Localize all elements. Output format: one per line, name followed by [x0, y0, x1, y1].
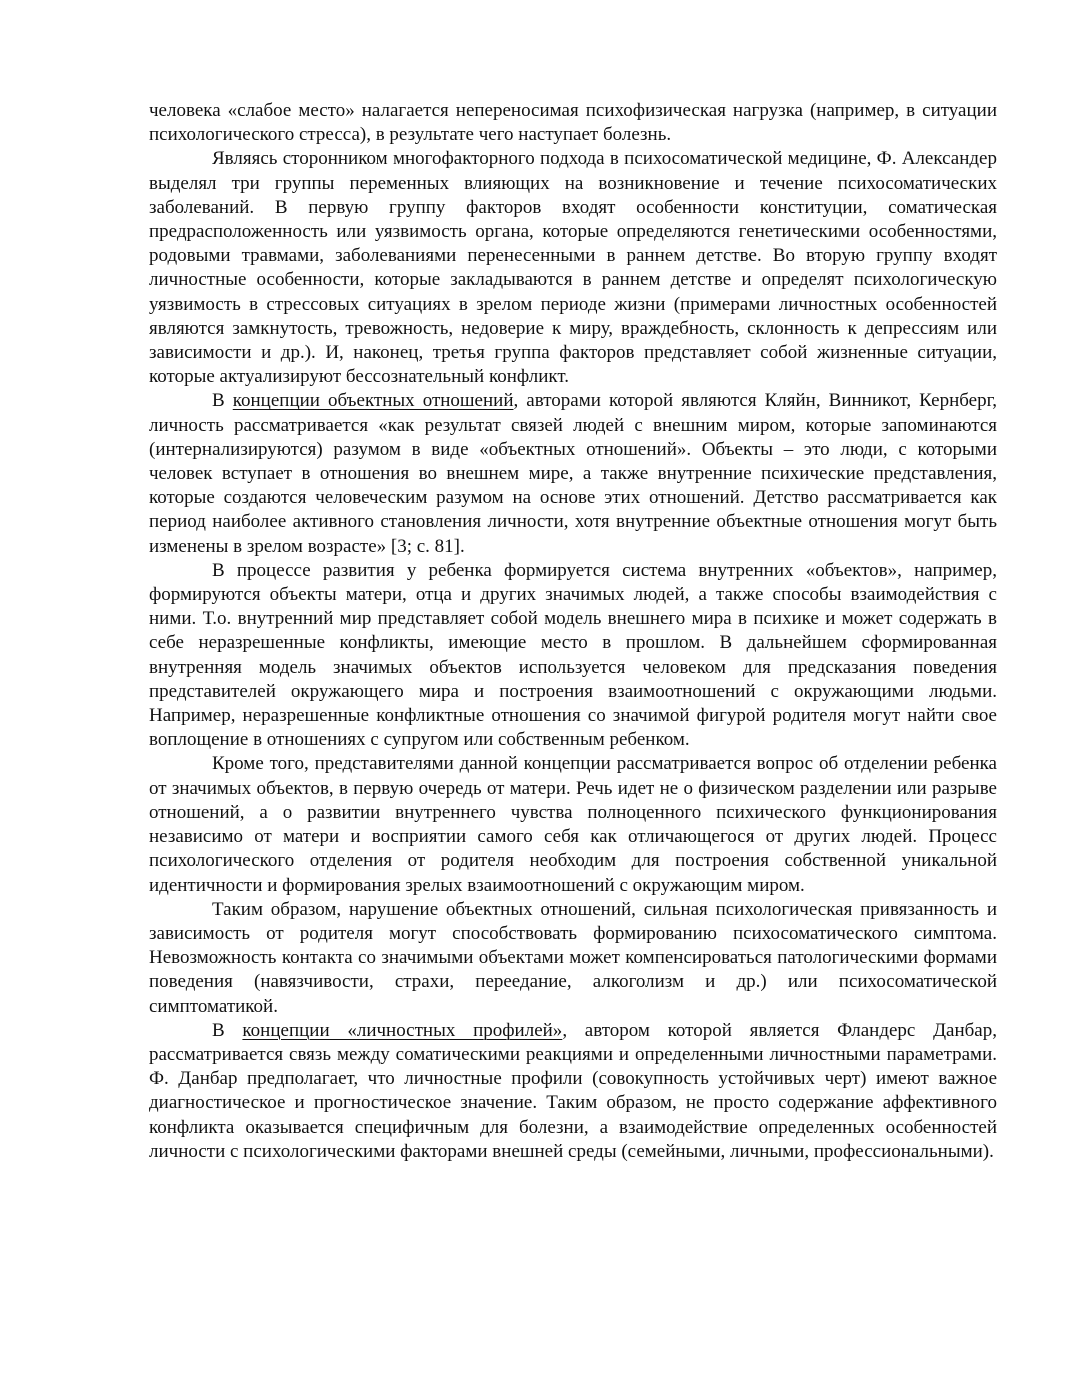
paragraph — [149, 99, 997, 147]
paragraph — [149, 147, 997, 389]
paragraph-text: человека «слабое место» налагается непереносимая психофизическая нагрузка (например, в ситуации психологического стресса), в результате чего наступает болезнь. — [149, 100, 997, 146]
underlined-term: концепции объектных отношений — [232, 390, 514, 412]
paragraph-text: В — [212, 390, 233, 412]
paragraph-text: В процессе развития у ребенка формируется система внутренних «объектов», например, формируются объекты матери, отца и других значимых людей, а также способы взаимодействия с ними. Т.о. внутренний мир представляет собой модель внешнего мира в психике и может содержать в себе неразрешенные конфликты, имеющие место в прошлом. В дальнейшем сформированная внутренняя модель значимых объектов используется человеком для предсказания поведения представителей окружающего мира и построения взаимоотношений с окружающими людьми. Например, неразрешенные конфликтные отношения со значимой фигурой родителя могут найти свое воплощение в отношениях с супругом или собственным ребенком. — [149, 559, 997, 751]
paragraph-text: , автором которой является Фландерс Данбар, рассматривается связь между соматическими реакциями и определенными личностными параметрами. Ф. Данбар предполагает, что личностные профили (совокупность устойчивых черт) имеют важное диагностическое и прогностическое значение. Таким образом, не просто содержание аффективного конфликта оказывается специфичным для болезни, а взаимодействие определенных особенностей личности с психологическими факторами внешней среды (семейными, личными, профессиональными). — [149, 1019, 997, 1162]
paragraph-text: В — [212, 1019, 243, 1041]
paragraph — [149, 559, 997, 753]
paragraph — [149, 389, 997, 558]
underlined-term: концепции «личностных профилей» — [242, 1019, 563, 1041]
paragraph — [149, 898, 997, 1019]
document-page — [149, 99, 997, 1164]
paragraph-text: Являясь сторонником многофакторного подхода в психосоматической медицине, Ф. Александер выделял три группы переменных влияющих на возникновение и течение психосоматических заболеваний. В первую группу факторов входят особенности конституции, соматическая предрасположенность или уязвимость органа, которые определяются генетическими особенностями, родовыми травмами, заболеваниями перенесенными в раннем детстве. Во вторую группу входят личностные особенности, которые закладываются в раннем детстве и определят психологическую уязвимость в стрессовых ситуациях в зрелом периоде жизни (примерами личностных особенностей являются замкнутость, тревожность, недоверие к миру, враждебность, склонность к депрессиям или зависимости и др.). И, наконец, третья группа факторов представляет собой жизненные ситуации, которые актуализируют бессознательный конфликт. — [149, 148, 997, 388]
paragraph-text: Кроме того, представителями данной концепции рассматривается вопрос об отделении ребенка от значимых объектов, в первую очередь от матери. Речь идет не о физическом разделении или разрыве отношений, а о развитии внутреннего чувства полноценного психического функционирования независимо от матери и восприятии самого себя как отличающегося от других людей. Процесс психологического отделения от родителя необходим для построения собственной уникальной идентичности и формирования зрелых взаимоотношений с окружающим миром. — [149, 753, 997, 896]
paragraph — [149, 752, 997, 897]
paragraph — [149, 1019, 997, 1164]
paragraph-text: Таким образом, нарушение объектных отношений, сильная психологическая привязанность и зависимость от родителя могут способствовать формированию психосоматического симптома. Невозможность контакта со значимыми объектами может компенсироваться патологическими формами поведения (навязчивости, страхи, переедание, алкоголизм и др.) или психосоматической симптоматикой. — [149, 898, 997, 1017]
paragraph-text: , авторами которой являются Кляйн, Винникот, Кернберг, личность рассматривается «как результат связей людей с внешним миром, которые запоминаются (интернализируются) разумом в виде «объектных отношений». Объекты – это люди, с которыми человек вступает в отношения во внешнем мире, а также внутренние психические представления, которые создаются человеческим разумом на основе этих отношений. Детство рассматривается как период наиболее активного становления личности, хотя внутренние объектные отношения могут быть изменены в зрелом возрасте» [3; с. 81]. — [149, 390, 997, 557]
